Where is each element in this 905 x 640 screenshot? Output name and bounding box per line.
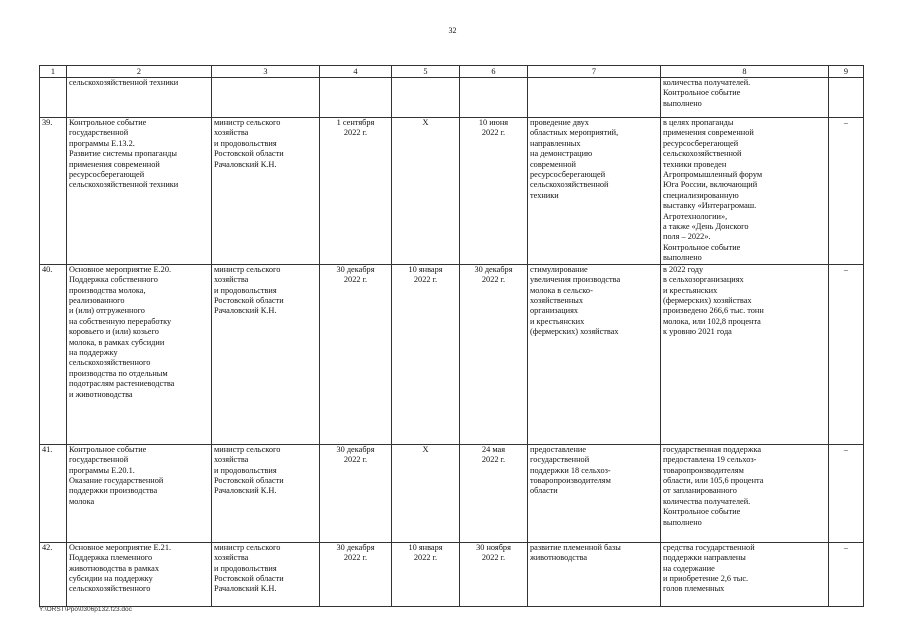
event-name: сельскохозяйственной техники: [67, 78, 212, 118]
event-name: Контрольное событие государственной программы Е.20.1. Оказание государственной поддержки производства молока: [67, 444, 212, 542]
page-number: 32: [448, 26, 457, 35]
row-number: [40, 78, 67, 118]
expected-result: предоставление государственной поддержки 18 сельхоз- товаропроизводителям области: [528, 444, 661, 542]
start-date: 30 декабря 2022 г.: [320, 264, 392, 444]
event-name: Основное мероприятие Е.21. Поддержка племенного животноводства в рамках субсидии на поддержку сельскохозяйственного: [67, 542, 212, 606]
expected-result: проведение двух областных мероприятий, направленных на демонстрацию современной ресурсосберегающей сельскохозяйственной техники: [528, 118, 661, 265]
col-header-3: 3: [212, 66, 320, 78]
report-table: [39, 65, 864, 607]
note: –: [829, 542, 864, 606]
plan-date: Х: [392, 444, 460, 542]
responsible: министр сельского хозяйства и продовольствия Ростовской области Рачаловский К.Н.: [212, 264, 320, 444]
actual-result: количества получателей. Контрольное событие выполнено: [661, 78, 829, 118]
file-path-footer: Y:\ORST\Ppo\0306p132.f23.doc: [39, 606, 132, 613]
expected-result: развитие племенной базы животноводства: [528, 542, 661, 606]
plan-date: 10 января 2022 г.: [392, 542, 460, 606]
table-row: [40, 542, 864, 606]
event-name: Основное мероприятие Е.20. Поддержка собственного производства молока, реализованного и (или) отгруженного на собственную переработку коровьего и (или) козьего молока, в рамках субсидии на поддержку сельскохозяйственного производства по отдельным подотраслям растениеводства и животноводства: [67, 264, 212, 444]
fact-date: 30 декабря 2022 г.: [460, 264, 528, 444]
start-date: [320, 78, 392, 118]
responsible: [212, 78, 320, 118]
col-header-4: 4: [320, 66, 392, 78]
row-number: 41.: [40, 444, 67, 542]
plan-date: [392, 78, 460, 118]
plan-date: Х: [392, 118, 460, 265]
actual-result: государственная поддержка предоставлена 19 сельхоз- товаропроизводителям области, или 105,6 процента от запланированного количества получателей. Контрольное событие выполнено: [661, 444, 829, 542]
actual-result: средства государственной поддержки направлены на содержание и приобретение 2,6 тыс. голов племенных: [661, 542, 829, 606]
note: –: [829, 444, 864, 542]
expected-result: стимулирование увеличения производства молока в сельско- хозяйственных организациях и крестьянских (фермерских) хозяйствах: [528, 264, 661, 444]
col-header-7: 7: [528, 66, 661, 78]
expected-result: [528, 78, 661, 118]
responsible: министр сельского хозяйства и продовольствия Ростовской области Рачаловский К.Н.: [212, 118, 320, 265]
col-header-1: 1: [40, 66, 67, 78]
col-header-9: 9: [829, 66, 864, 78]
event-name: Контрольное событие государственной программы Е.13.2. Развитие системы пропаганды применения современной ресурсосберегающей сельскохозяйственной техники: [67, 118, 212, 265]
table-row: [40, 444, 864, 542]
table-row: [40, 118, 864, 265]
row-number: 42.: [40, 542, 67, 606]
fact-date: 30 ноября 2022 г.: [460, 542, 528, 606]
row-number: 39.: [40, 118, 67, 265]
actual-result: в целях пропаганды применения современной ресурсосберегающей сельскохозяйственной техники проведен Агропромышленный форум Юга России, включающий специализированную выставку «Интерагромаш. Агротехнологии», а также «День Донского поля – 2022». Контрольное событие выполнено: [661, 118, 829, 265]
col-header-6: 6: [460, 66, 528, 78]
plan-date: 10 января 2022 г.: [392, 264, 460, 444]
col-header-5: 5: [392, 66, 460, 78]
fact-date: 24 мая 2022 г.: [460, 444, 528, 542]
start-date: 30 декабря 2022 г.: [320, 444, 392, 542]
start-date: 30 декабря 2022 г.: [320, 542, 392, 606]
table-row: [40, 78, 864, 118]
actual-result: в 2022 году в сельхозорганизациях и крестьянских (фермерских) хозяйствах произведено 266,6 тыс. тонн молока, или 102,8 процента к уровню 2021 года: [661, 264, 829, 444]
responsible: министр сельского хозяйства и продовольствия Ростовской области Рачаловский К.Н.: [212, 444, 320, 542]
col-header-8: 8: [661, 66, 829, 78]
row-number: 40.: [40, 264, 67, 444]
col-header-2: 2: [67, 66, 212, 78]
fact-date: [460, 78, 528, 118]
column-number-row: [40, 66, 864, 78]
table-row: [40, 264, 864, 444]
note: [829, 78, 864, 118]
fact-date: 10 июня 2022 г.: [460, 118, 528, 265]
note: –: [829, 118, 864, 265]
start-date: 1 сентября 2022 г.: [320, 118, 392, 265]
responsible: министр сельского хозяйства и продовольствия Ростовской области Рачаловский К.Н.: [212, 542, 320, 606]
note: –: [829, 264, 864, 444]
